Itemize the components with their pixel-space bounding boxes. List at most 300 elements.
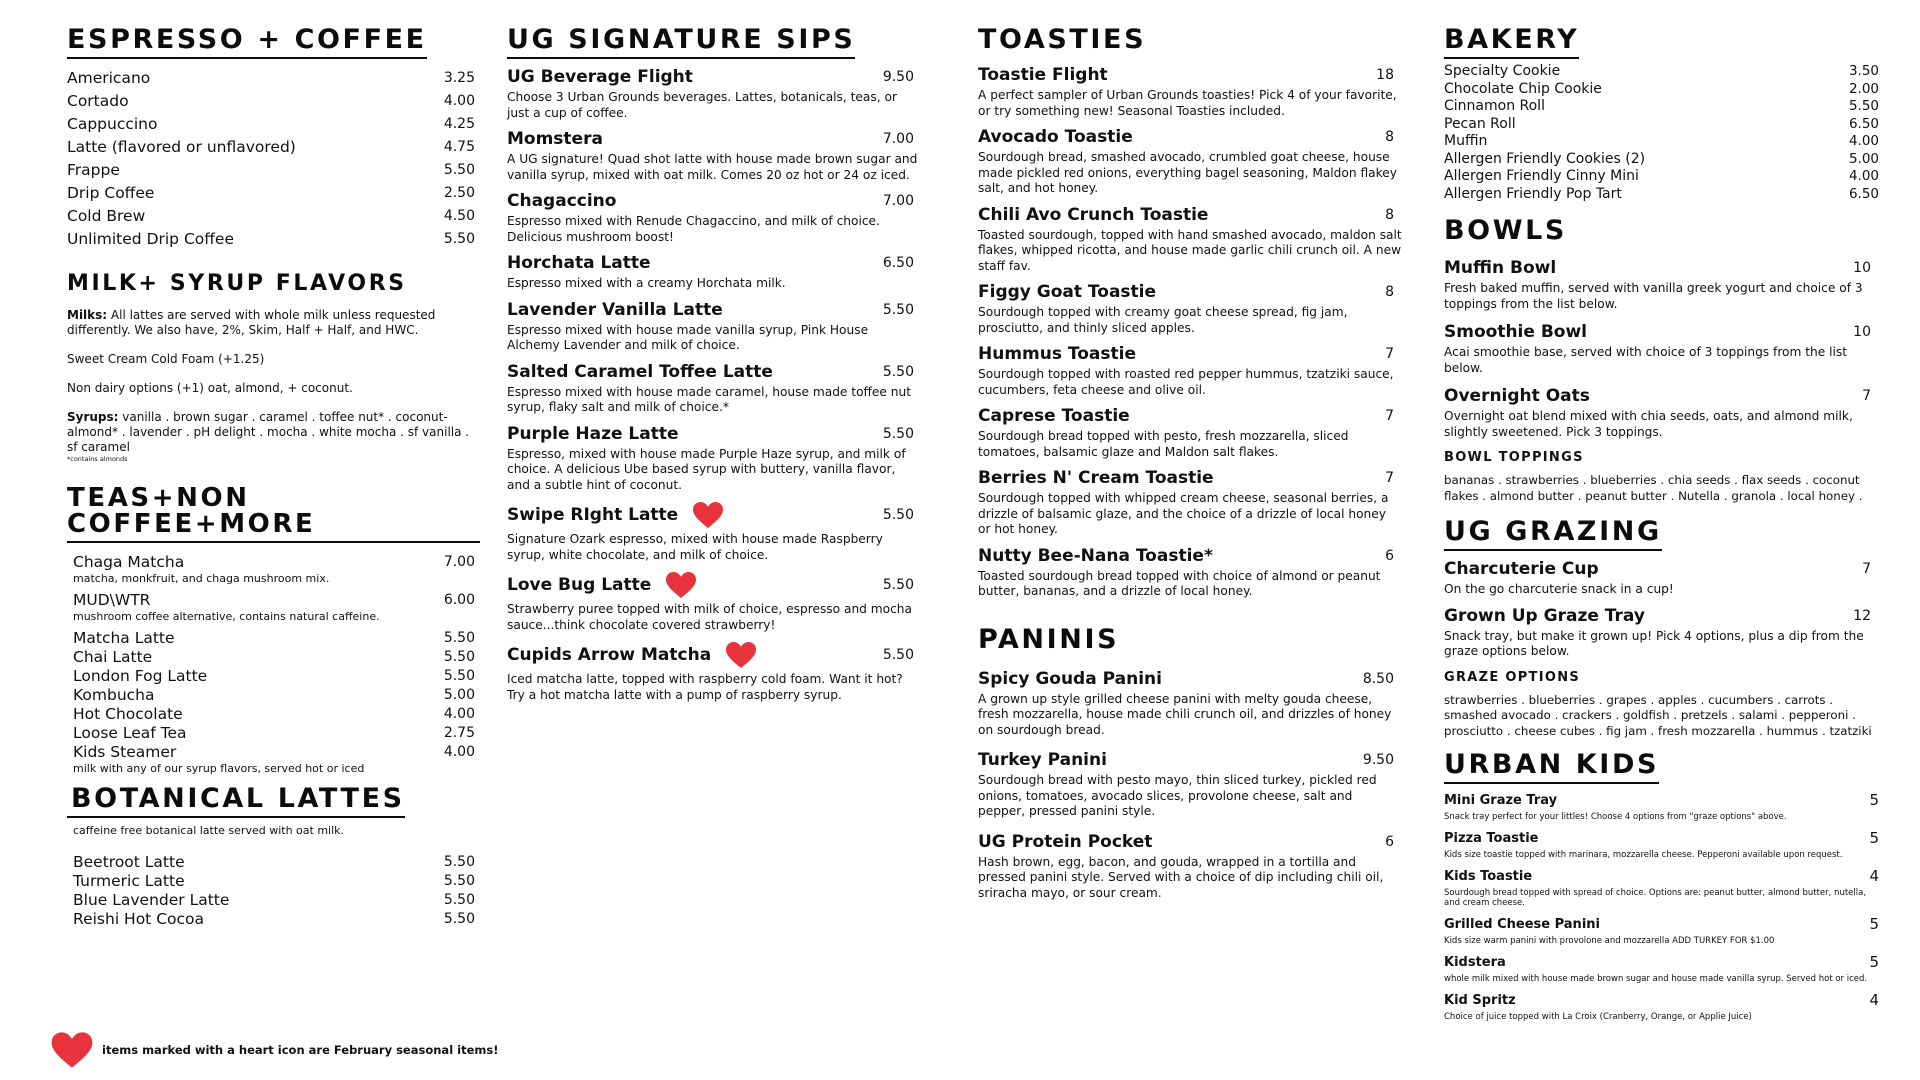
item-description: Hash brown, egg, bacon, and gouda, wrapped in a tortilla and pressed panini style. Served with a choice of dip including chili oil, sriracha mayo, or sour cream.	[978, 854, 1384, 900]
item-name: Purple Haze Latte	[507, 423, 679, 444]
item-name: Loose Leaf Tea	[73, 724, 187, 742]
item-name: Cold Brew	[67, 207, 146, 225]
item-name: Nutty Bee-Nana Toastie*	[978, 545, 1213, 566]
item-name: Cupids Arrow Matcha	[507, 645, 712, 665]
graze-options-title: GRAZE OPTIONS	[1444, 669, 1581, 685]
item-name: Chai Latte	[73, 648, 153, 666]
item-name-wrap	[978, 282, 1156, 302]
item-description: On the go charcuterie snack in a cup!	[1444, 582, 1674, 596]
menu-item	[507, 501, 922, 563]
bowl-toppings-title: BOWL TOPPINGS	[1444, 450, 1584, 465]
item-name: Grown Up Graze Tray	[1444, 605, 1645, 626]
item-name: Pizza Toastie	[1444, 830, 1539, 846]
menu-item	[67, 182, 480, 205]
item-name: Avocado Toastie	[978, 127, 1133, 147]
syrups-text: Syrups: vanilla . brown sugar . caramel . toffee nut* . coconut- almond* . lavender . pH delight . mocha . white mocha . sf vanilla . sf caramel	[67, 410, 470, 454]
column-signature	[507, 26, 922, 725]
item-price: 4.50	[443, 208, 475, 224]
item-price: 5.50	[882, 301, 914, 318]
item-name: Lavender Vanilla Latte	[507, 299, 723, 320]
section-title: TOASTIES	[978, 24, 1147, 55]
item-price: 5.50	[443, 892, 475, 908]
botanical-list	[67, 853, 480, 929]
item-name: Latte (flavored or unflavored)	[67, 138, 296, 156]
item-name: Grilled Cheese Panini	[1444, 916, 1600, 932]
item-description-text: mushroom coffee alternative, contains natural caffeine.	[73, 610, 380, 623]
item-price: 5.50	[443, 873, 475, 889]
section-title: BOWLS	[1444, 215, 1567, 246]
item-name: Reishi Hot Cocoa	[73, 910, 205, 928]
menu-item	[67, 136, 480, 159]
item-price: 4.00	[1848, 133, 1879, 149]
section-espresso	[67, 26, 480, 251]
item-price: 7	[1862, 388, 1871, 404]
item-name: Hummus Toastie	[978, 344, 1136, 364]
item-header	[507, 362, 922, 382]
item-name-wrap	[978, 468, 1214, 488]
menu-item	[1444, 953, 1879, 984]
section-paninis	[978, 623, 1402, 902]
item-header	[1444, 991, 1879, 1009]
item-description: Kids size warm panini with provolone and mozzarella ADD TURKEY FOR $1.00	[1444, 936, 1775, 946]
item-price: 6.50	[882, 255, 914, 271]
item-name: Toastie Flight	[978, 65, 1108, 85]
menu-item	[507, 424, 922, 494]
section-title: BAKERY	[1444, 26, 1579, 59]
item-price: 4	[1869, 991, 1879, 1009]
section-title: MILK+ SYRUP FLAVORS	[67, 271, 407, 296]
menu-item	[1444, 791, 1879, 822]
espresso-list	[67, 67, 480, 251]
menu-item	[1444, 322, 1879, 376]
menu-item	[507, 362, 922, 416]
item-name: Allergen Friendly Pop Tart	[1444, 185, 1622, 202]
item-header	[978, 344, 1402, 364]
menu-item	[73, 553, 480, 572]
menu-item	[1444, 867, 1879, 908]
item-header	[978, 65, 1402, 85]
item-price: 5.50	[882, 425, 914, 442]
item-description: Sourdough bread with pesto mayo, thin sliced turkey, pickled red onions, tomatoes, avocado slices, provolone cheese, salt and pepper, pressed panini style.	[978, 773, 1377, 818]
section-title: TEAS+NON COFFEE+MORE	[67, 485, 480, 543]
menu-item	[978, 832, 1402, 902]
item-description: Sourdough topped with creamy goat cheese spread, fig jam, prosciutto, and thinly sliced apples.	[978, 305, 1348, 335]
menu-item	[507, 641, 922, 703]
menu-item	[73, 910, 480, 929]
item-price: 6	[1385, 833, 1394, 850]
item-header	[1444, 829, 1879, 847]
item-name-wrap	[978, 669, 1162, 689]
item-price: 6.50	[1848, 115, 1879, 132]
menu-item	[978, 750, 1402, 820]
item-name-wrap	[507, 362, 773, 382]
item-price: 4.25	[443, 116, 475, 132]
item-name-wrap	[978, 65, 1108, 85]
section-title: BOTANICAL LATTES	[67, 785, 405, 818]
item-price: 8	[1385, 129, 1394, 145]
item-price: 4.75	[443, 139, 475, 155]
item-description: Choice of juice topped with La Croix (Cranberry, Orange, or Applie Juice)	[1444, 1012, 1752, 1022]
cold-foam-text: Sweet Cream Cold Foam (+1.25)	[67, 352, 265, 366]
item-description: Toasted sourdough bread topped with choice of almond or peanut butter, bananas, and a drizzle of local honey.	[978, 568, 1381, 598]
section-milk-syrup	[67, 273, 480, 463]
item-name: Frappe	[67, 161, 120, 179]
section-botanical	[67, 785, 480, 929]
menu-item	[978, 282, 1402, 336]
item-header	[507, 501, 922, 529]
item-name: UG Beverage Flight	[507, 67, 693, 87]
item-description: Signature Ozark espresso, mixed with house made Raspberry syrup, white chocolate, and milk of choice.	[507, 532, 883, 562]
item-name: Swipe RIght Latte	[507, 505, 679, 525]
menu-item	[67, 113, 480, 136]
menu-item	[1444, 81, 1879, 99]
item-name-wrap	[1444, 831, 1539, 846]
item-name: Love Bug Latte	[507, 575, 652, 595]
item-name-wrap	[978, 832, 1152, 852]
item-name: Chaga Matcha	[73, 553, 185, 571]
menu-item	[507, 300, 922, 354]
section-bakery	[1444, 26, 1879, 203]
item-price: 5.50	[443, 231, 475, 247]
item-name: Momstera	[507, 129, 603, 149]
bowls-list	[1444, 258, 1879, 440]
item-price: 5.50	[443, 854, 475, 870]
item-name-wrap	[507, 191, 616, 211]
item-header	[507, 253, 922, 273]
item-header	[507, 67, 922, 87]
menu-item	[978, 468, 1402, 538]
item-price: 9.50	[882, 69, 914, 85]
menu-item	[1444, 116, 1879, 134]
item-name-wrap	[507, 300, 723, 320]
item-header	[1444, 386, 1879, 406]
item-description: Snack tray perfect for your littles! Choose 4 options from "graze options" above.	[1444, 812, 1787, 822]
item-name: Cortado	[67, 92, 129, 110]
menu-item	[978, 406, 1402, 460]
item-name: Allergen Friendly Cookies (2)	[1444, 150, 1646, 167]
item-price: 6	[1385, 547, 1394, 564]
item-description: Iced matcha latte, topped with raspberry cold foam. Want it hot? Try a hot matcha latte with a pump of raspberry syrup.	[507, 672, 903, 702]
menu-item	[73, 853, 480, 872]
menu-item	[1444, 991, 1879, 1022]
item-name-wrap	[1444, 917, 1600, 932]
item-price: 5	[1869, 953, 1879, 971]
heart-icon	[665, 571, 697, 599]
item-header	[1444, 606, 1879, 626]
menu-item	[507, 191, 922, 245]
item-name-wrap	[507, 571, 697, 599]
menu-item	[978, 65, 1402, 119]
column-food	[978, 26, 1402, 923]
item-price: 7.00	[882, 193, 914, 209]
botanical-note: caffeine free botanical latte served with oat milk.	[73, 824, 345, 837]
item-name: Unlimited Drip Coffee	[67, 230, 235, 248]
item-name: Horchata Latte	[507, 253, 651, 273]
item-description: Toasted sourdough, topped with hand smashed avocado, maldon salt flakes, whipped ricotta, and house made garlic chili crunch oil. A new staff fav.	[978, 227, 1402, 273]
item-price: 5.50	[443, 911, 475, 927]
item-name: Matcha Latte	[73, 629, 175, 647]
item-price: 5.50	[443, 649, 475, 665]
item-name-wrap	[978, 750, 1107, 770]
menu-item	[507, 67, 922, 121]
item-name: Kombucha	[73, 686, 155, 704]
item-price: 5.50	[882, 363, 914, 380]
item-price: 5.00	[1848, 150, 1879, 167]
item-description: A perfect sampler of Urban Grounds toasties! Pick 4 of your favorite, or try something new! Seasonal Toasties included.	[978, 88, 1397, 118]
item-name: Spicy Gouda Panini	[978, 668, 1162, 689]
item-price: 5	[1869, 791, 1879, 809]
menu-item	[67, 228, 480, 251]
menu-item	[507, 129, 922, 183]
item-description: Sourdough bread topped with spread of choice. Options are: peanut butter, almond butter, nutella, and cream cheese.	[1444, 888, 1867, 908]
item-description: Sourdough bread topped with pesto, fresh mozzarella, sliced tomatoes, balsamic glaze and Maldon salt flakes.	[978, 429, 1349, 459]
item-price: 5.50	[443, 668, 475, 684]
item-name-wrap	[978, 546, 1213, 566]
section-title: ESPRESSO + COFFEE	[67, 26, 427, 59]
menu-item	[1444, 63, 1879, 81]
item-name: MUD\WTR	[73, 591, 151, 609]
item-price: 7.00	[882, 131, 914, 147]
teas-list	[67, 553, 480, 775]
item-price: 2.75	[443, 725, 475, 741]
item-header	[507, 571, 922, 599]
item-price: 5.50	[882, 647, 914, 663]
menu-item	[978, 127, 1402, 197]
item-header	[978, 468, 1402, 488]
column-drinks	[67, 26, 480, 951]
item-header	[507, 641, 922, 669]
item-price: 10	[1853, 260, 1871, 276]
item-name-wrap	[1444, 869, 1532, 884]
item-description: A grown up style grilled cheese panini with melty gouda cheese, fresh mozzarella, house made chili crunch oil, and drizzles of honey on sourdough bread.	[978, 691, 1392, 737]
item-name: Drip Coffee	[67, 184, 155, 202]
toasties-list	[978, 65, 1402, 600]
item-header	[507, 129, 922, 149]
item-name-wrap	[1444, 793, 1557, 808]
item-name: Chagaccino	[507, 191, 617, 211]
item-price: 4.00	[1848, 168, 1879, 184]
item-name: Beetroot Latte	[73, 853, 185, 871]
heart-icon	[725, 641, 757, 669]
item-price: 4	[1869, 867, 1879, 885]
item-header	[978, 127, 1402, 147]
item-header	[1444, 322, 1879, 342]
item-header	[1444, 791, 1879, 809]
item-name: Hot Chocolate	[73, 705, 183, 723]
menu-item	[1444, 168, 1879, 186]
item-price: 4.00	[443, 744, 475, 760]
menu-item	[1444, 133, 1879, 151]
item-name-wrap	[978, 127, 1133, 147]
item-name: Allergen Friendly Cinny Mini	[1444, 168, 1639, 184]
item-description: Sourdough bread, smashed avocado, crumbled goat cheese, house made pickled red onions, everything bagel seasoning, Maldon flakey salt, and hot honey.	[978, 150, 1397, 195]
menu-item	[67, 159, 480, 182]
item-name: Muffin Bowl	[1444, 258, 1557, 278]
item-header	[1444, 258, 1879, 278]
item-description: Sourdough topped with whipped cream cheese, seasonal berries, a drizzle of balsamic glaze, and the choice of a drizzle of local honey or hot honey.	[978, 491, 1389, 536]
item-name-wrap	[1444, 386, 1590, 406]
item-header	[978, 406, 1402, 426]
item-price: 7	[1862, 561, 1871, 577]
item-name: Chocolate Chip Cookie	[1444, 80, 1602, 97]
graze-options-list: strawberries . blueberries . grapes . apples . cucumbers . carrots . smashed avocado . crackers . goldfish . pretzels . salami . pepperoni . prosciutto . cheese cubes . fig jam . fresh mozzarella . hummus . tzatziki	[1444, 692, 1872, 738]
item-name: Kidstera	[1444, 954, 1506, 970]
item-description: Espresso mixed with house made vanilla syrup, Pink House Alchemy Lavender and milk of choice.	[507, 322, 869, 352]
menu-item	[73, 872, 480, 891]
section-bowls	[1444, 217, 1879, 504]
item-name-wrap	[978, 344, 1136, 364]
bowl-toppings-list: bananas . strawberries . blueberries . chia seeds . flax seeds . coconut flakes . almond butter . peanut butter . Nutella . granola . local honey .	[1444, 473, 1863, 503]
item-name: UG Protein Pocket	[978, 831, 1153, 852]
item-name: Berries N' Cream Toastie	[978, 468, 1214, 488]
item-name: Cinnamon Roll	[1444, 98, 1545, 114]
item-description-text: milk with any of our syrup flavors, served hot or iced	[73, 762, 365, 775]
item-description: Espresso mixed with Renude Chagaccino, and milk of choice. Delicious mushroom boost!	[507, 214, 880, 244]
item-header	[1444, 867, 1879, 885]
section-title: UG GRAZING	[1444, 518, 1662, 551]
paninis-list	[978, 669, 1402, 902]
item-price: 5.50	[443, 630, 475, 646]
menu-item	[73, 667, 480, 686]
menu-item	[67, 90, 480, 113]
item-name: Mini Graze Tray	[1444, 792, 1558, 808]
item-name-wrap	[1444, 993, 1516, 1008]
menu-item	[73, 591, 480, 610]
item-header	[978, 282, 1402, 302]
item-description: Espresso mixed with house made caramel, house made toffee nut syrup, flaky salt and milk of choice.*	[507, 384, 912, 414]
seasonal-footnote	[50, 1031, 498, 1069]
item-name-wrap	[507, 424, 679, 444]
item-price: 7	[1385, 470, 1394, 486]
menu-item	[1444, 829, 1879, 860]
section-title: PANINIS	[978, 623, 1120, 655]
item-name-wrap	[507, 253, 651, 273]
item-price: 5.50	[882, 577, 914, 593]
item-description: whole milk mixed with house made brown sugar and house made vanilla syrup. Served hot or iced.	[1444, 974, 1868, 984]
signature-list	[507, 67, 922, 703]
item-price: 5.50	[443, 162, 475, 178]
item-header	[507, 191, 922, 211]
item-name-wrap	[1444, 322, 1587, 342]
item-name: Turkey Panini	[978, 750, 1107, 770]
item-header	[507, 300, 922, 320]
item-name: Kid Spritz	[1444, 992, 1516, 1008]
item-header	[978, 205, 1402, 225]
item-price: 5.50	[882, 507, 914, 523]
item-description	[73, 610, 480, 623]
item-description: Overnight oat blend mixed with chia seeds, oats, and almond milk, slightly sweetened. Pick 3 toppings.	[1444, 409, 1853, 439]
item-description	[73, 572, 480, 585]
item-name-wrap	[507, 129, 603, 149]
item-name-wrap	[507, 501, 724, 529]
item-header	[1444, 559, 1879, 579]
item-name: Figgy Goat Toastie	[978, 282, 1157, 302]
item-description: Kids size toastie topped with marinara, mozzarella cheese. Pepperoni available upon request.	[1444, 850, 1843, 860]
menu-item	[73, 724, 480, 743]
item-price: 5	[1869, 829, 1879, 847]
item-description: Espresso mixed with a creamy Horchata milk.	[507, 276, 786, 290]
item-price: 7	[1385, 346, 1394, 362]
menu-item	[1444, 258, 1879, 312]
item-price: 7	[1385, 408, 1394, 424]
item-description: Snack tray, but make it grown up! Pick 4 options, plus a dip from the graze options below.	[1444, 628, 1864, 658]
item-price: 5.50	[1848, 98, 1879, 114]
heart-icon	[692, 501, 724, 529]
menu-item	[1444, 915, 1879, 946]
menu-item	[73, 629, 480, 648]
menu-item	[507, 571, 922, 633]
item-header	[1444, 915, 1879, 933]
column-bakery	[1444, 26, 1879, 1044]
item-price: 8	[1385, 206, 1394, 223]
menu-item	[978, 546, 1402, 600]
menu-item	[1444, 151, 1879, 169]
item-name: Muffin	[1444, 133, 1488, 149]
menu-item	[1444, 186, 1879, 204]
menu-item	[1444, 606, 1879, 660]
item-price: 5	[1869, 915, 1879, 933]
item-name-wrap	[1444, 606, 1645, 626]
menu-item	[978, 344, 1402, 398]
footnote-text: items marked with a heart icon are February seasonal items!	[102, 1043, 499, 1057]
item-name: Americano	[67, 69, 151, 87]
menu-item	[73, 705, 480, 724]
item-price: 8	[1385, 284, 1394, 300]
item-name: Smoothie Bowl	[1444, 322, 1587, 342]
grazing-list	[1444, 559, 1879, 660]
item-price: 6.00	[443, 592, 475, 608]
item-price: 9.50	[1362, 752, 1394, 768]
item-name: Pecan Roll	[1444, 115, 1516, 132]
item-name: Salted Caramel Toffee Latte	[507, 361, 773, 382]
item-price: 6.50	[1848, 185, 1879, 202]
item-name: Specialty Cookie	[1444, 63, 1561, 79]
item-name-wrap	[978, 406, 1130, 426]
item-name: Blue Lavender Latte	[73, 891, 230, 909]
item-name-wrap	[1444, 955, 1506, 970]
item-price: 4.00	[443, 706, 475, 722]
item-header	[978, 669, 1402, 689]
kids-list	[1444, 791, 1879, 1022]
item-header	[978, 832, 1402, 852]
bakery-list	[1444, 63, 1879, 203]
menu-item	[1444, 98, 1879, 116]
item-name: Caprese Toastie	[978, 406, 1130, 426]
item-description: Espresso, mixed with house made Purple Haze syrup, and milk of choice. A delicious Ube based syrup with buttery, vanilla flavor, and a subtle hint of coconut.	[507, 446, 906, 492]
item-name-wrap	[507, 67, 693, 87]
item-name-wrap	[978, 205, 1208, 225]
item-header	[978, 546, 1402, 566]
item-name: Turmeric Latte	[73, 872, 185, 890]
milks-text: Milks: All lattes are served with whole milk unless requested differently. We also have, 2%, Skim, Half + Half, and HWC.	[67, 308, 436, 337]
item-price: 2.50	[443, 185, 475, 201]
menu-item	[67, 205, 480, 228]
menu-item	[73, 686, 480, 705]
item-header	[978, 750, 1402, 770]
menu-item	[73, 648, 480, 667]
menu-item	[978, 205, 1402, 275]
item-description: A UG signature! Quad shot latte with house made brown sugar and vanilla syrup, mixed with oat milk. Comes 20 oz hot or 24 oz iced.	[507, 152, 918, 182]
item-description: Fresh baked muffin, served with vanilla greek yogurt and choice of 3 toppings from the list below.	[1444, 281, 1863, 311]
menu-item	[67, 67, 480, 90]
menu-item	[978, 669, 1402, 739]
item-name-wrap	[1444, 559, 1599, 579]
section-kids	[1444, 751, 1879, 1022]
item-name: Kids Toastie	[1444, 868, 1533, 884]
item-header	[507, 424, 922, 444]
item-price: 5.00	[443, 687, 475, 703]
section-signature	[507, 26, 922, 703]
